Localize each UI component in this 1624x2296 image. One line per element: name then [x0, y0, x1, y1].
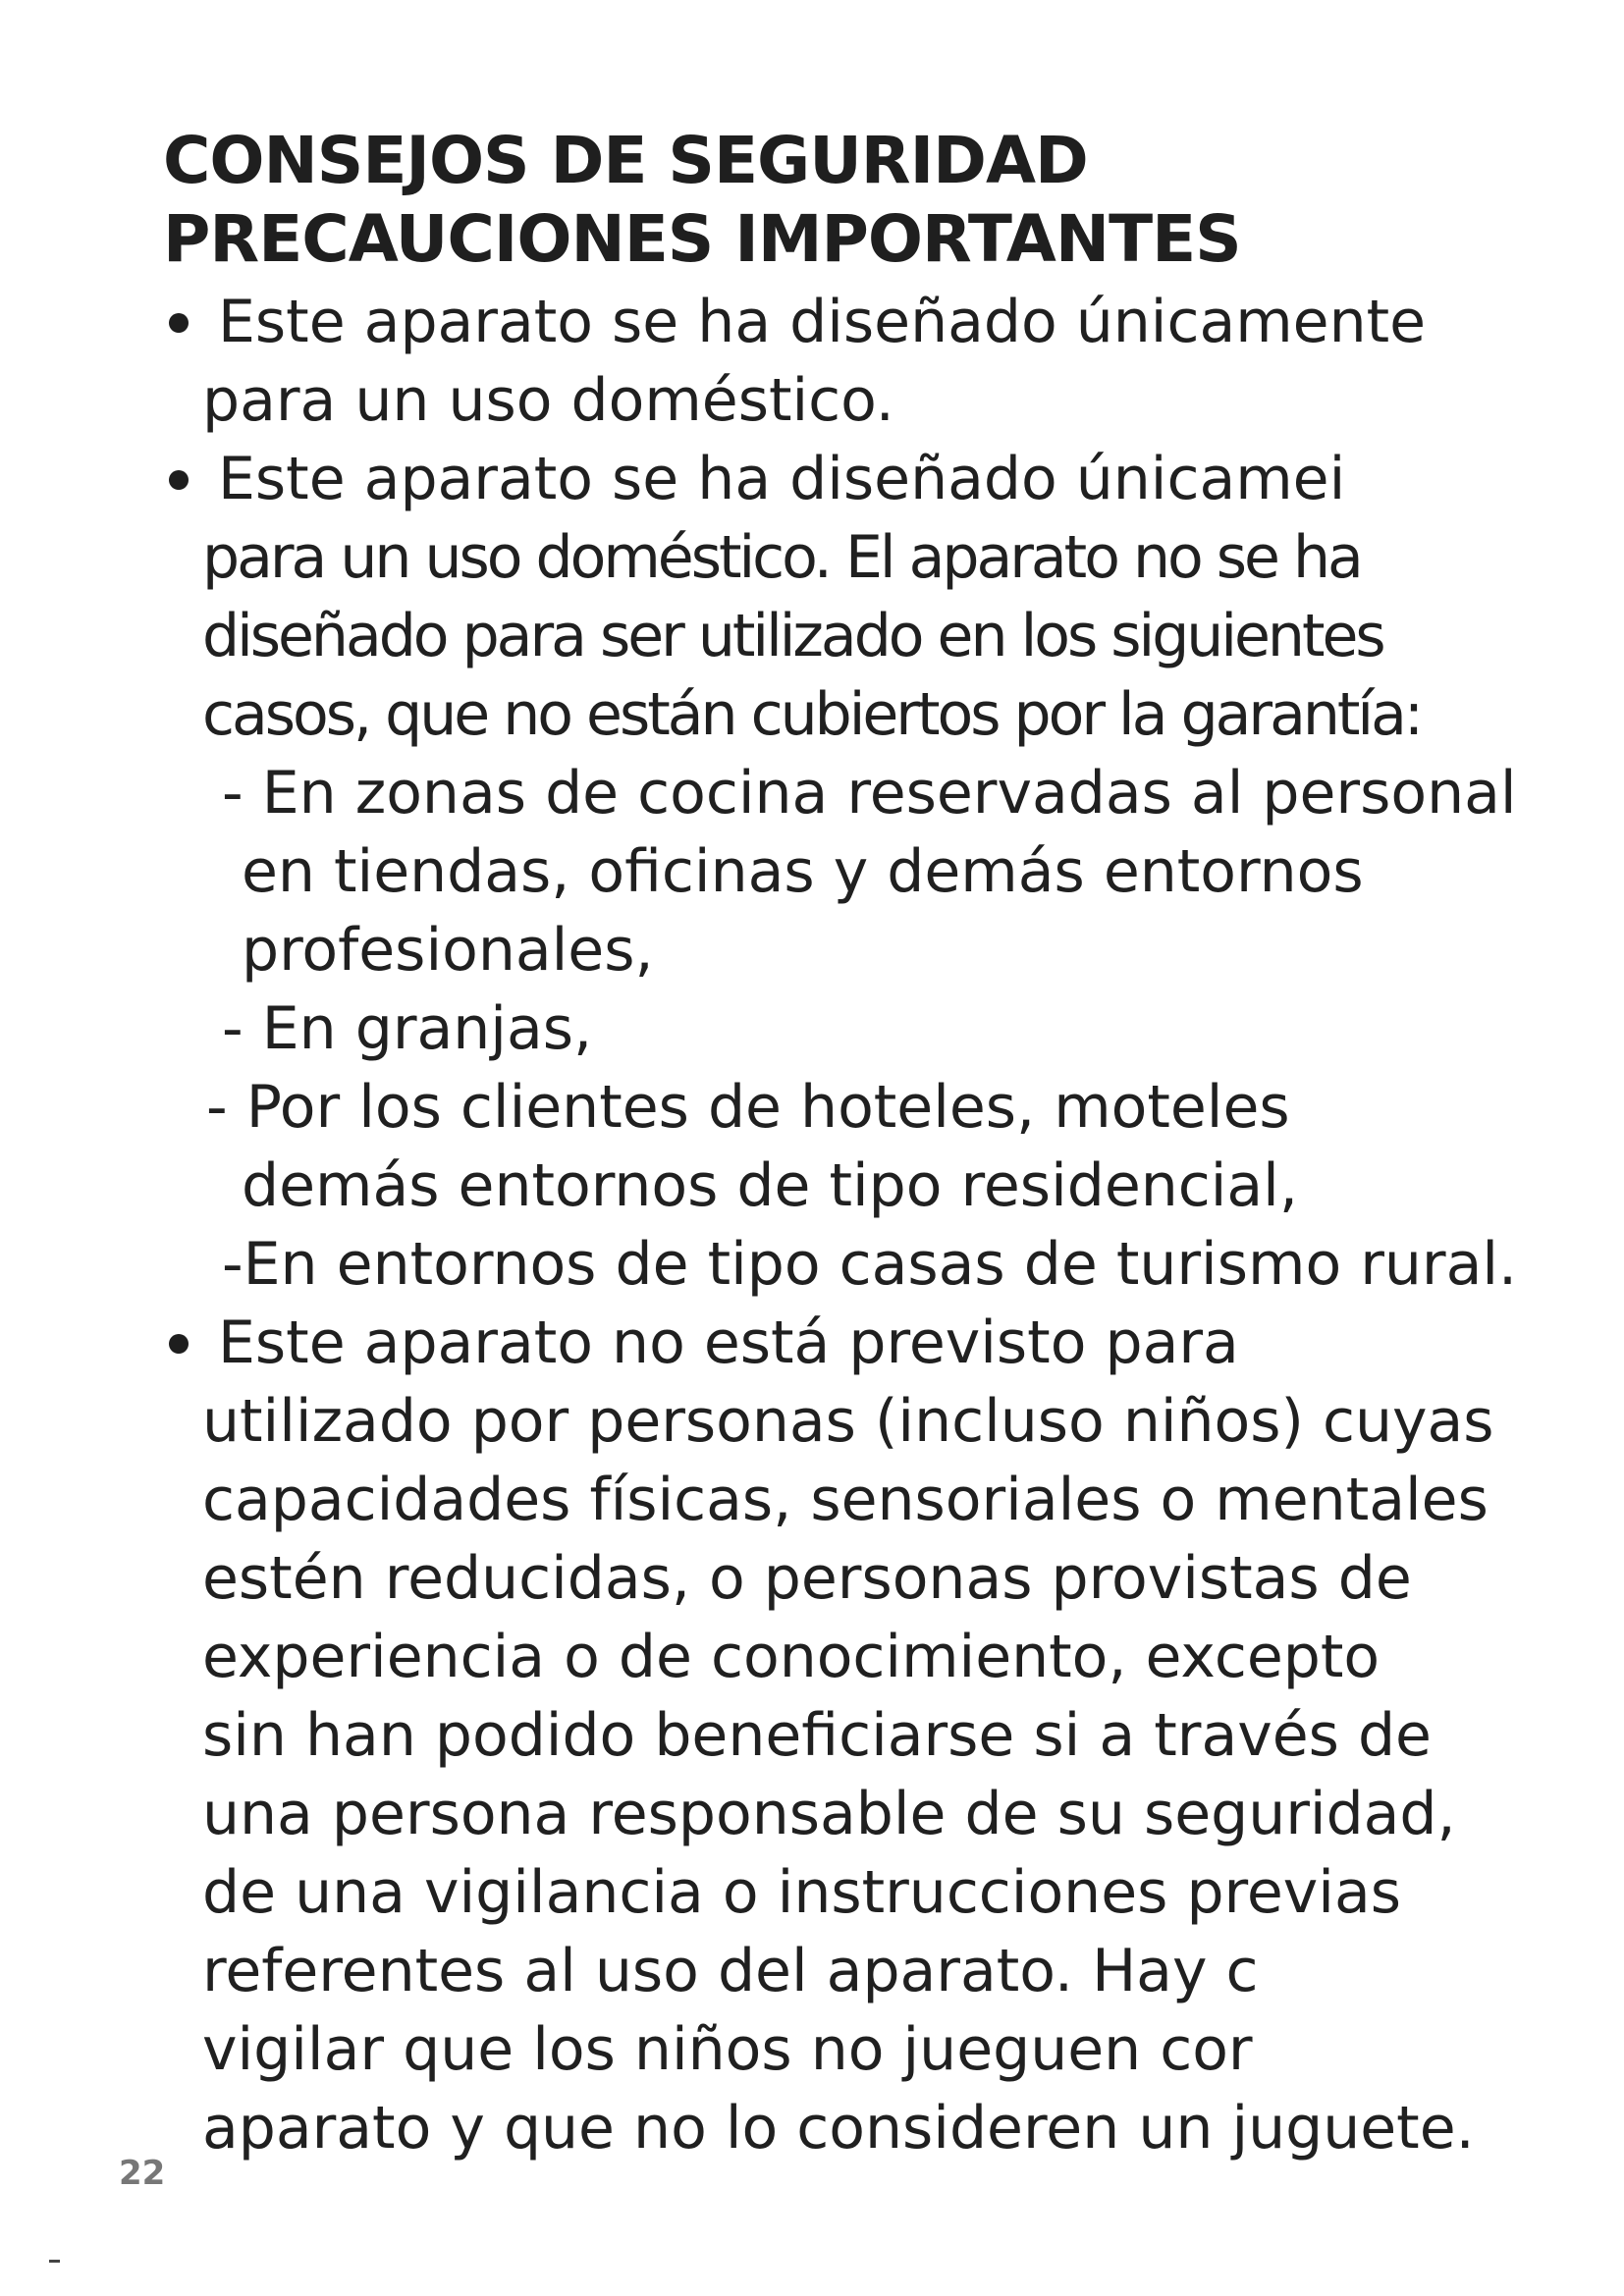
bullet-3-line: utilizado por personas (incluso niños) cuyas: [202, 1387, 1494, 1456]
sub-item-line: -En entornos de tipo casas de turismo rural.: [222, 1230, 1518, 1299]
bullet-2-line: casos, que no están cubiertos por la garantía:: [202, 680, 1422, 749]
bullet-1-line: Este aparato se ha diseñado únicamente: [218, 288, 1427, 356]
sub-item-line: - Por los clientes de hoteles, moteles: [206, 1073, 1290, 1142]
sub-item-line: profesionales,: [242, 916, 654, 985]
section-title: CONSEJOS DE SEGURIDAD: [163, 123, 1088, 198]
bullet-1-line: para un uso doméstico.: [202, 366, 894, 435]
crop-mark: [49, 2260, 60, 2263]
sub-item-line: en tiendas, oficinas y demás entornos: [242, 837, 1364, 906]
bullet-3-line: Este aparato no está previsto para: [218, 1308, 1239, 1377]
bullet-icon: [169, 470, 189, 490]
page-number: 22: [119, 2154, 166, 2193]
bullet-3-line: sin han podido beneficiarse si a través de: [202, 1701, 1432, 1770]
sub-item-line: demás entornos de tipo residencial,: [242, 1151, 1298, 1220]
bullet-icon: [169, 1334, 189, 1354]
section-subtitle: PRECAUCIONES IMPORTANTES: [163, 201, 1241, 277]
bullet-3-line: referentes al uso del aparato. Hay c: [202, 1937, 1259, 2005]
bullet-icon: [169, 313, 189, 333]
bullet-2-line: para un uso doméstico. El aparato no se ha: [202, 523, 1361, 592]
bullet-3-line: una persona responsable de su seguridad,: [202, 1780, 1456, 1848]
bullet-2-line: diseñado para ser utilizado en los siguientes: [202, 602, 1383, 670]
bullet-3-line: vigilar que los niños no jueguen cor: [202, 2015, 1253, 2084]
bullet-2-line: Este aparato se ha diseñado únicamei: [218, 445, 1346, 513]
bullet-3-line: aparato y que no lo consideren un juguete.: [202, 2094, 1475, 2163]
bullet-3-line: capacidades físicas, sensoriales o mentales: [202, 1466, 1489, 1534]
bullet-3-line: estén reducidas, o personas provistas de: [202, 1544, 1412, 1613]
bullet-3-line: experiencia o de conocimiento, excepto: [202, 1623, 1380, 1691]
sub-item-line: - En granjas,: [222, 994, 593, 1063]
bullet-3-line: de una vigilancia o instrucciones previas: [202, 1858, 1402, 1927]
sub-item-line: - En zonas de cocina reservadas al personal: [222, 759, 1517, 828]
